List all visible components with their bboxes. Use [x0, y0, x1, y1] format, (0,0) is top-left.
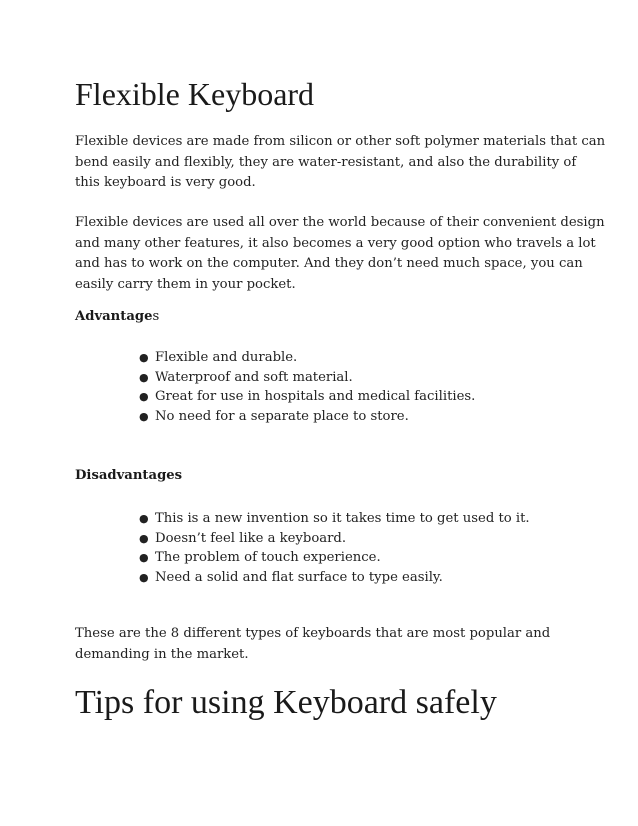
summary-line: These are the 8 different types of keyboards that are most popular and	[75, 626, 551, 641]
list-item	[0, 348, 638, 368]
intro-line: Flexible devices are made from silicon or other soft polymer materials that can	[75, 134, 606, 149]
usage-line: and many other features, it also becomes a very good option who travels a lot	[75, 235, 596, 251]
bullet-icon: ●	[139, 512, 149, 525]
bullet-icon: ●	[139, 351, 149, 364]
list-item	[0, 387, 638, 407]
list-item	[0, 568, 638, 588]
summary-paragraph	[75, 624, 575, 665]
list-item	[0, 529, 638, 549]
list-item	[0, 407, 638, 427]
usage-paragraph	[75, 213, 605, 295]
disadvantages-heading: Disadvantages	[75, 468, 183, 483]
bullet-icon: ●	[139, 570, 149, 584]
list-item-text: No need for a separate place to store.	[155, 408, 409, 424]
intro-line: this keyboard is very good.	[75, 175, 256, 190]
bullet-icon: ●	[139, 551, 149, 564]
intro-paragraph	[75, 132, 606, 194]
disadvantages-list	[0, 509, 638, 587]
list-item-text: The problem of touch experience.	[155, 550, 381, 565]
list-item-text: Need a solid and flat surface to type easily.	[155, 569, 443, 585]
intro-line: bend easily and flexibly, they are water-resistant, and also the durability of	[75, 154, 577, 170]
advantages-list	[0, 348, 638, 426]
list-item-text: Waterproof and soft material.	[155, 369, 353, 385]
list-item	[0, 368, 638, 388]
summary-line: demanding in the market.	[75, 646, 249, 662]
bullet-icon: ●	[139, 370, 149, 384]
section-heading: Tips for using Keyboard safely	[75, 684, 497, 721]
usage-line: easily carry them in your pocket.	[75, 276, 296, 292]
list-item	[0, 509, 638, 529]
bullet-icon: ●	[139, 409, 149, 423]
bullet-icon: ●	[139, 531, 149, 545]
list-item-text: This is a new invention so it takes time to get used to it.	[155, 511, 530, 526]
usage-line: and has to work on the computer. And they don’t need much space, you can	[75, 256, 583, 271]
page-title: Flexible Keyboard	[75, 76, 315, 112]
advantages-heading-tail: s	[152, 309, 160, 324]
usage-line: Flexible devices are used all over the world because of their convenient design	[75, 215, 605, 230]
advantages-heading-bold: Advantage	[75, 309, 153, 324]
list-item-text: Doesn’t feel like a keyboard.	[155, 530, 347, 546]
list-item-text: Great for use in hospitals and medical facilities.	[155, 389, 476, 404]
bullet-icon: ●	[139, 390, 149, 403]
advantages-heading	[75, 307, 159, 327]
list-item	[0, 548, 638, 568]
list-item-text: Flexible and durable.	[155, 350, 298, 365]
